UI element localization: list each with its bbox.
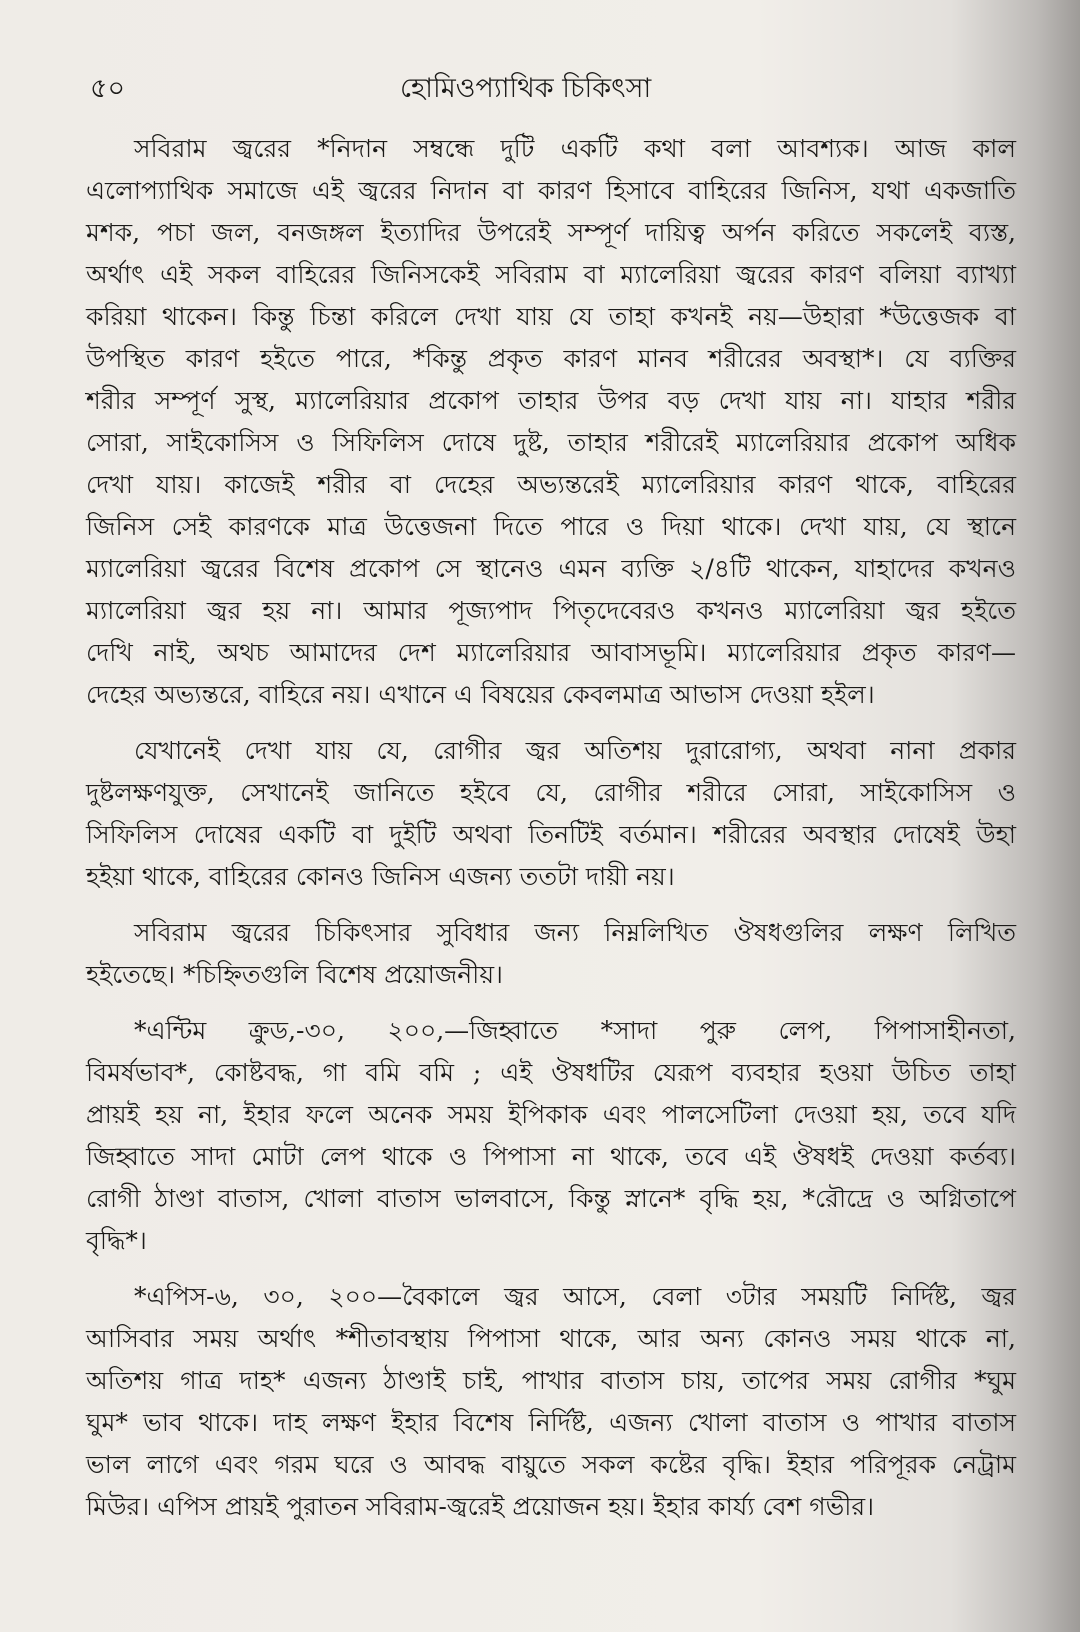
text-line: দুষ্টলক্ষণযুক্ত, সেখানেই জানিতে হইবে যে, রোগীর শরীরে সোরা, সাইকোসিস ও xyxy=(86,778,1016,807)
text-line: দেখি নাই, অথচ আমাদের দেশ ম্যালেরিয়ার আবাসভূমি। ম্যালেরিয়ার প্রকৃত কারণ— xyxy=(86,638,1016,667)
text-line: সবিরাম জ্বরের চিকিৎসার সুবিধার জন্য নিম্নলিখিত ঔষধগুলির লক্ষণ লিখিত xyxy=(134,918,1016,947)
text-line: আসিবার সময় অর্থাৎ *শীতাবস্থায় পিপাসা থাকে, আর অন্য কোনও সময় থাকে না, xyxy=(86,1324,1016,1353)
text-line: *এপিস-৬, ৩০, ২০০—বৈকালে জ্বর আসে, বেলা ৩টার সময়টি নির্দিষ্ট, জ্বর xyxy=(134,1282,1016,1311)
text-line: সবিরাম জ্বরের *নিদান সম্বন্ধে দুটি একটি কথা বলা আবশ্যক। আজ কাল xyxy=(134,134,1016,163)
text-line: মশক, পচা জল, বনজঙ্গল ইত্যাদির উপরেই সম্পূর্ণ দায়িত্ব অর্পন করিতে সকলেই ব্যস্ত, xyxy=(86,218,1016,247)
page-header xyxy=(90,68,990,108)
text-line: ভাল লাগে এবং গরম ঘরে ও আবদ্ধ বায়ুতে সকল কষ্টের বৃদ্ধি। ইহার পরিপূরক নেট্রাম xyxy=(86,1450,1016,1479)
text-line: মিউর। এপিস প্রায়ই পুরাতন সবিরাম-জ্বরেই প্রয়োজন হয়। ইহার কার্য্য বেশ গভীর। xyxy=(86,1492,875,1521)
text-line: হইয়া থাকে, বাহিরের কোনও জিনিস এজন্য ততটা দায়ী নয়। xyxy=(86,862,675,891)
text-line: *এন্টিম ক্রুড,-৩০, ২০০,—জিহ্বাতে *সাদা পুরু লেপ, পিপাসাহীনতা, xyxy=(134,1016,1016,1045)
body-text xyxy=(86,128,1016,1542)
paragraph xyxy=(86,1010,1016,1262)
paragraph xyxy=(86,912,1016,996)
text-line: শরীর সম্পূর্ণ সুস্থ, ম্যালেরিয়ার প্রকোপ তাহার উপর বড় দেখা যায় না। যাহার শরীর xyxy=(86,386,1016,415)
text-line: বিমর্ষভাব*, কোষ্টবদ্ধ, গা বমি বমি ; এই ঔষধটির যেরূপ ব্যবহার হওয়া উচিত তাহা xyxy=(86,1058,1016,1087)
running-title: হোমিওপ্যাথিক চিকিৎসা xyxy=(400,73,652,104)
text-line: দেখা যায়। কাজেই শরীর বা দেহের অভ্যন্তরেই ম্যালেরিয়ার কারণ থাকে, বাহিরের xyxy=(86,470,1016,499)
text-line: অতিশয় গাত্র দাহ* এজন্য ঠাণ্ডাই চাই, পাখার বাতাস চায়, তাপের সময় রোগীর *ঘুম xyxy=(86,1366,1016,1395)
text-line: ম্যালেরিয়া জ্বরের বিশেষ প্রকোপ সে স্থানেও এমন ব্যক্তি ২/৪টি থাকেন, যাহাদের কখনও xyxy=(86,554,1016,583)
text-line: ঘুম* ভাব থাকে। দাহ লক্ষণ ইহার বিশেষ নির্দিষ্ট, এজন্য খোলা বাতাস ও পাখার বাতাস xyxy=(86,1408,1016,1437)
text-line: সিফিলিস দোষের একটি বা দুইটি অথবা তিনটিই বর্তমান। শরীরের অবস্থার দোষেই উহা xyxy=(86,820,1016,849)
text-line: রোগী ঠাণ্ডা বাতাস, খোলা বাতাস ভালবাসে, কিন্তু স্নানে* বৃদ্ধি হয়, *রৌদ্রে ও অগ্নিতাপে xyxy=(86,1184,1016,1213)
text-line: যেখানেই দেখা যায় যে, রোগীর জ্বর অতিশয় দুরারোগ্য, অথবা নানা প্রকার xyxy=(134,736,1016,765)
text-line: প্রায়ই হয় না, ইহার ফলে অনেক সময় ইপিকাক এবং পালসেটিলা দেওয়া হয়, তবে যদি xyxy=(86,1100,1016,1129)
text-line: জিনিস সেই কারণকে মাত্র উত্তেজনা দিতে পারে ও দিয়া থাকে। দেখা যায়, যে স্থানে xyxy=(86,512,1016,541)
paragraph xyxy=(86,128,1016,716)
text-line: জিহ্বাতে সাদা মোটা লেপ থাকে ও পিপাসা না থাকে, তবে এই ঔষধই দেওয়া কর্তব্য। xyxy=(86,1142,1016,1171)
text-line: উপস্থিত কারণ হইতে পারে, *কিন্তু প্রকৃত কারণ মানব শরীরের অবস্থা*। যে ব্যক্তির xyxy=(86,344,1016,373)
text-line: সোরা, সাইকোসিস ও সিফিলিস দোষে দুষ্ট, তাহার শরীরেই ম্যালেরিয়ার প্রকোপ অধিক xyxy=(86,428,1016,457)
text-line: ম্যালেরিয়া জ্বর হয় না। আমার পূজ্যপাদ পিতৃদেবেরও কখনও ম্যালেরিয়া জ্বর হইতে xyxy=(86,596,1016,625)
text-line: বৃদ্ধি*। xyxy=(86,1226,147,1255)
paragraph xyxy=(86,730,1016,898)
text-line: অর্থাৎ এই সকল বাহিরের জিনিসকেই সবিরাম বা ম্যালেরিয়া জ্বরের কারণ বলিয়া ব্যাখ্যা xyxy=(86,260,1016,289)
text-line: এলোপ্যাথিক সমাজে এই জ্বরের নিদান বা কারণ হিসাবে বাহিরের জিনিস, যথা একজাতি xyxy=(86,176,1016,205)
page-number: ৫০ xyxy=(90,73,126,104)
text-line: দেহের অভ্যন্তরে, বাহিরে নয়। এখানে এ বিষয়ের কেবলমাত্র আভাস দেওয়া হইল। xyxy=(86,680,875,709)
paragraph xyxy=(86,1276,1016,1528)
text-line: করিয়া থাকেন। কিন্তু চিন্তা করিলে দেখা যায় যে তাহা কখনই নয়—উহারা *উত্তেজক বা xyxy=(86,302,1016,331)
text-line: হইতেছে। *চিহ্নিতগুলি বিশেষ প্রয়োজনীয়। xyxy=(86,960,503,989)
